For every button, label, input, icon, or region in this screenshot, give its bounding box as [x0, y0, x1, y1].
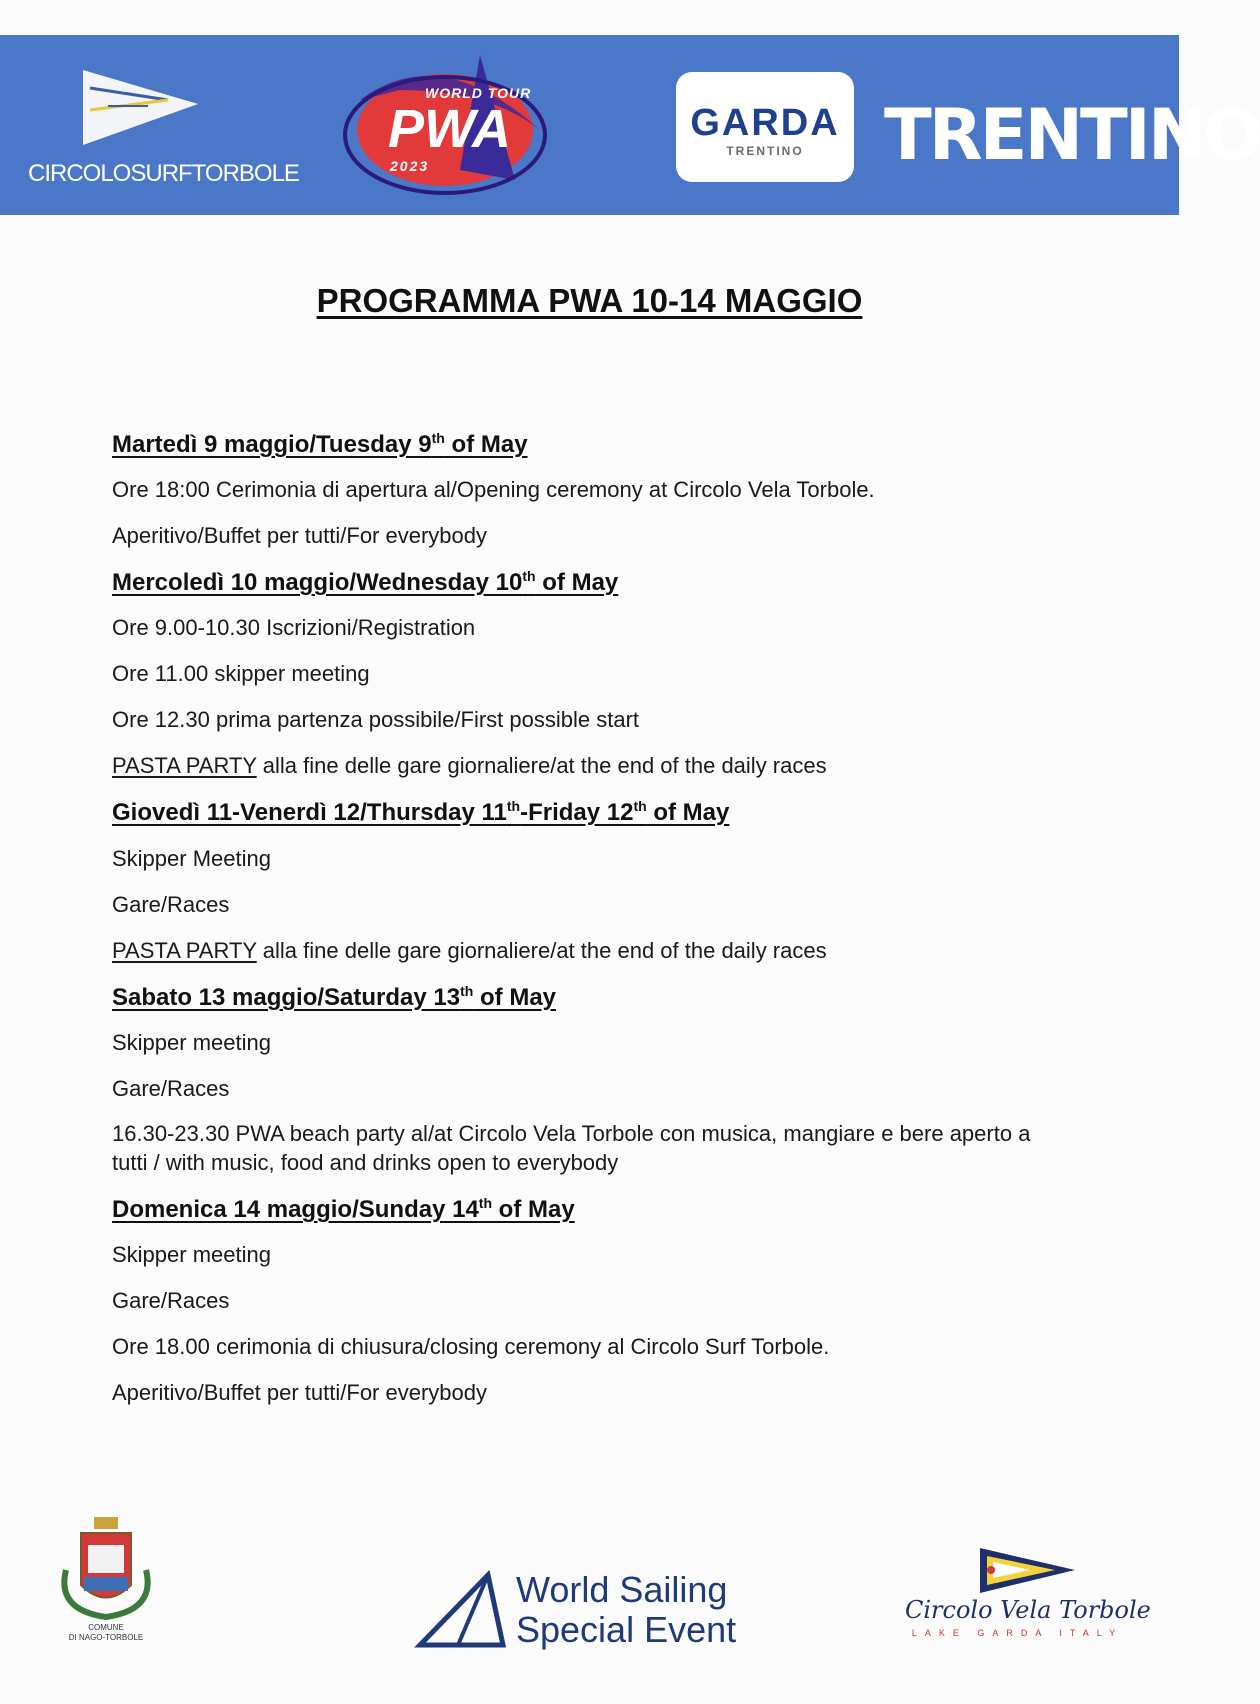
day-heading-text: Martedì 9 maggio/Tuesday 9	[112, 431, 432, 458]
list-item: Ore 9.00-10.30 Iscrizioni/Registration	[112, 615, 476, 640]
list-item: Ore 18.00 cerimonia di chiusura/closing ceremony al Circolo Surf Torbole.	[112, 1334, 830, 1359]
list-item-pasta-party	[112, 753, 827, 779]
day-heading-thursday-friday	[112, 798, 729, 827]
garda-word	[676, 102, 854, 145]
world-sailing-special-event-logo	[418, 1570, 758, 1650]
trentino-logo: TRENTINO	[884, 94, 1260, 176]
circolo-vela-text: Circolo Vela Torbole	[905, 1596, 1151, 1624]
list-item: Gare/Races	[112, 1076, 230, 1101]
list-item: Skipper meeting	[112, 1242, 271, 1267]
list-item: Aperitivo/Buffet per tutti/For everybody	[112, 1380, 487, 1405]
day-heading-text: Giovedì 11-Venerdì 12/Thursday 11	[112, 799, 507, 826]
day-heading-tail: of May	[535, 569, 619, 596]
pennant-flag-icon	[905, 1548, 1130, 1598]
pasta-party-label: PASTA PARTY	[112, 753, 257, 778]
pasta-party-label: PASTA PARTY	[112, 938, 257, 963]
day-heading-sunday	[112, 1195, 575, 1224]
world-sailing-line2: Special Event	[516, 1609, 737, 1650]
coat-of-arms-icon	[56, 1515, 156, 1620]
sail-flag-icon	[28, 70, 273, 160]
circolo-surf-torbole-logo	[28, 70, 299, 200]
ordinal-sup: th	[633, 798, 647, 814]
ordinal-sup: th	[431, 430, 445, 446]
pwa-year-text: 2023	[390, 158, 430, 174]
nago-line2: DI NAGO-TORBOLE	[68, 1633, 144, 1642]
comune-nago-torbole-logo	[56, 1515, 156, 1645]
list-item: Ore 12.30 prima partenza possibile/First possible start	[112, 707, 640, 732]
list-item: Ore 11.00 skipper meeting	[112, 661, 370, 686]
page-title: PROGRAMMA PWA 10-14 MAGGIO	[316, 282, 863, 319]
list-item: Gare/Races	[112, 892, 230, 917]
nago-line1: COMUNE	[88, 1623, 124, 1632]
circolo-vela-torbole-logo	[905, 1548, 1151, 1648]
circolo-surf-torbole-text: CIRCOLOSURFTORBOLE	[28, 160, 299, 187]
pasta-party-rest: alla fine delle gare giornaliere/at the end of the daily races	[256, 938, 827, 963]
day-heading-tail: of May	[473, 984, 557, 1011]
ordinal-sup: th	[522, 568, 536, 584]
day-heading-text: Mercoledì 10 maggio/Wednesday 10	[112, 569, 523, 596]
ordinal-sup: th	[460, 983, 474, 999]
list-item: Skipper Meeting	[112, 846, 271, 871]
sail-triangle-icon	[418, 1570, 508, 1650]
day-heading-text: Domenica 14 maggio/Sunday 14	[112, 1196, 479, 1223]
garda-sub-text: TRENTINO	[726, 144, 804, 158]
ordinal-sup: th	[478, 1195, 493, 1211]
garda-text: GARDA	[690, 102, 840, 144]
day-heading-text-b: -Friday 12	[520, 799, 634, 826]
list-item: 16.30-23.30 PWA beach party al/at Circolo Vela Torbole con musica, mangiare e bere aperto a tutti / with music, food and drinks open to everybody	[112, 1121, 1031, 1175]
day-heading-text: Sabato 13 maggio/Saturday 13	[112, 984, 461, 1011]
list-item: Gare/Races	[112, 1288, 230, 1313]
day-heading-tail: of May	[492, 1196, 575, 1223]
list-item: Ore 18:00 Cerimonia di apertura al/Opening ceremony at Circolo Vela Torbole.	[112, 477, 875, 502]
ordinal-sup: th	[506, 798, 521, 814]
list-item: Aperitivo/Buffet per tutti/For everybody	[112, 523, 487, 548]
world-sailing-line1: World Sailing	[516, 1569, 728, 1610]
day-heading-saturday	[112, 983, 556, 1012]
pwa-world-tour-text: WORLD TOUR	[425, 85, 532, 101]
lake-garda-text: LAKE GARDA ITALY	[911, 1628, 1124, 1638]
day-heading-tail: of May	[444, 431, 528, 458]
garda-trentino-logo	[676, 72, 854, 182]
world-sailing-text	[516, 1570, 736, 1650]
pwa-world-tour-logo	[340, 50, 555, 200]
list-item: Skipper meeting	[112, 1030, 271, 1055]
nago-text	[56, 1623, 156, 1643]
list-item-pasta-party	[112, 938, 827, 964]
day-heading-tuesday	[112, 430, 528, 459]
day-heading-wednesday	[112, 568, 618, 597]
pasta-party-rest: alla fine delle gare giornaliere/at the end of the daily races	[256, 753, 827, 778]
day-heading-tail: of May	[646, 799, 730, 826]
pwa-main-text: PWA	[388, 99, 512, 159]
